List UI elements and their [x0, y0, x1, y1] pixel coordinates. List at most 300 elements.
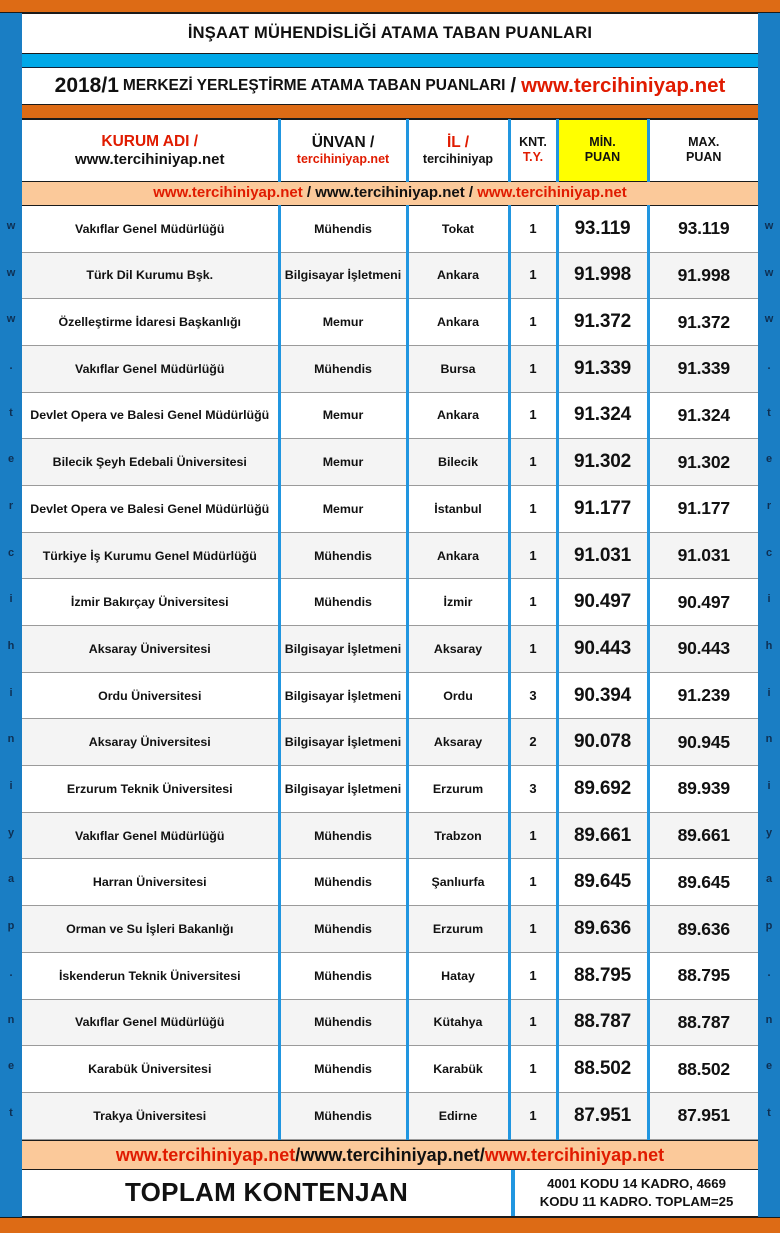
cell-min-puan [557, 205, 648, 252]
cell-il [407, 345, 509, 392]
cell-il [407, 579, 509, 626]
cell-unvan-text: Mühendis [314, 875, 372, 890]
footer-watermark-part-1: www.tercihiniyap.net [115, 1144, 296, 1165]
cell-il-text: İzmir [443, 595, 473, 610]
cell-il [407, 672, 509, 719]
cell-kontenjan-text: 1 [529, 500, 537, 516]
col-header-min-puan [557, 119, 648, 181]
cell-min-puan-text: 93.119 [574, 217, 631, 239]
table-row [22, 1092, 758, 1139]
col-header-min-bottom: PUAN [584, 150, 621, 165]
table-row [22, 952, 758, 999]
cell-min-puan-text: 91.177 [574, 497, 631, 519]
cell-min-puan [557, 439, 648, 486]
cell-kurum-text: Vakıflar Genel Müdürlüğü [75, 361, 225, 376]
cell-unvan [279, 532, 407, 579]
cell-kontenjan [509, 766, 557, 813]
table-row [22, 252, 758, 299]
scores-table [22, 119, 758, 1140]
cell-il [407, 299, 509, 346]
cell-unvan-text: Memur [322, 455, 364, 470]
cell-unvan [279, 205, 407, 252]
table-row [22, 205, 758, 252]
rail-letter: r [766, 499, 772, 512]
cell-kontenjan [509, 299, 557, 346]
rail-letter: y [7, 826, 15, 839]
cell-kontenjan [509, 999, 557, 1046]
cell-max-puan [648, 999, 758, 1046]
col-header-knt-top: KNT. [519, 135, 547, 150]
cell-max-puan-text: 88.502 [677, 1058, 730, 1079]
col-header-il [407, 119, 509, 181]
watermark-part-1: www.tercihiniyap.net [153, 184, 303, 202]
cell-kurum [22, 392, 279, 439]
cell-unvan [279, 999, 407, 1046]
cell-max-puan-text: 90.945 [677, 731, 730, 752]
cell-min-puan [557, 672, 648, 719]
col-header-max-top: MAX. [688, 135, 720, 150]
cell-min-puan [557, 1046, 648, 1093]
rail-letter: n [7, 733, 15, 746]
cell-unvan-text: Mühendis [314, 221, 372, 236]
cell-kontenjan-text: 1 [529, 921, 537, 936]
cell-min-puan-text: 90.443 [574, 637, 631, 659]
cell-kontenjan [509, 626, 557, 673]
rail-letter: r [8, 499, 14, 512]
cell-kontenjan [509, 859, 557, 906]
cell-il-text: Edirne [438, 1108, 478, 1123]
cell-max-puan [648, 392, 758, 439]
cell-min-puan [557, 299, 648, 346]
cell-il [407, 766, 509, 813]
rail-letter: t [767, 1106, 771, 1119]
cell-kontenjan-text: 1 [529, 314, 537, 330]
rail-letter: w [6, 219, 16, 232]
cell-il-text: Karabük [433, 1062, 483, 1077]
cell-kurum [22, 812, 279, 859]
header-watermark-cell [22, 181, 758, 205]
col-header-kurum [22, 119, 279, 181]
cell-kontenjan-text: 1 [529, 967, 537, 983]
cell-min-puan-text: 88.795 [574, 964, 631, 986]
rail-letter: i [767, 780, 771, 793]
cell-unvan [279, 1092, 407, 1139]
cell-il [407, 252, 509, 299]
table-row [22, 766, 758, 813]
col-header-il-bottom: tercihiniyap [422, 151, 494, 166]
cell-max-puan [648, 812, 758, 859]
cell-unvan [279, 812, 407, 859]
cell-il-text: Ankara [436, 408, 479, 423]
cell-max-puan [648, 299, 758, 346]
rail-letter: . [767, 966, 771, 979]
rail-letter: i [767, 593, 771, 606]
left-watermark-rail [0, 13, 22, 1217]
cell-kontenjan [509, 345, 557, 392]
cell-kurum [22, 205, 279, 252]
col-header-knt-bottom: T.Y. [522, 150, 544, 165]
cell-max-puan [648, 719, 758, 766]
cell-kurum [22, 906, 279, 953]
cell-il-text: Ordu [443, 688, 473, 703]
cell-kurum [22, 719, 279, 766]
cell-kontenjan [509, 392, 557, 439]
total-line-1: 4001 KODU 14 KADRO, 4669 [547, 1176, 726, 1192]
table-row [22, 626, 758, 673]
cell-min-puan-text: 90.078 [574, 731, 631, 753]
cell-il-text: Tokat [441, 221, 475, 236]
cell-il-text: Bilecik [438, 455, 478, 470]
cell-min-puan-text: 90.394 [574, 684, 631, 706]
col-header-unvan-top: ÜNVAN / [311, 133, 375, 151]
cell-kurum-text: Devlet Opera ve Balesi Genel Müdürlüğü [30, 408, 270, 423]
footer-watermark-row [22, 1140, 758, 1170]
cell-kontenjan-text: 1 [529, 407, 537, 423]
rail-letter: y [765, 826, 773, 839]
table-row [22, 906, 758, 953]
cell-min-puan [557, 812, 648, 859]
cell-max-puan-text: 87.951 [677, 1105, 730, 1126]
cell-il [407, 999, 509, 1046]
total-value-cell [515, 1170, 758, 1216]
cell-max-puan-text: 89.636 [677, 918, 730, 939]
footer-watermark-part-3: www.tercihiniyap.net [484, 1144, 665, 1165]
table-row [22, 485, 758, 532]
rail-letter: n [765, 733, 773, 746]
cell-unvan-text: Bilgisayar İşletmeni [284, 781, 402, 796]
cyan-divider [22, 54, 758, 68]
table-row [22, 299, 758, 346]
cell-max-puan [648, 952, 758, 999]
cell-min-puan [557, 252, 648, 299]
cell-il-text: Erzurum [432, 781, 484, 796]
cell-min-puan [557, 859, 648, 906]
table-body [22, 205, 758, 1139]
cell-unvan [279, 299, 407, 346]
cell-kontenjan-text: 1 [529, 1107, 537, 1123]
col-header-min-top: MİN. [589, 135, 616, 150]
rail-letter: w [6, 313, 16, 326]
cell-unvan-text: Mühendis [314, 828, 372, 843]
cell-kontenjan-text: 1 [529, 640, 537, 656]
cell-il-text: Aksaray [433, 641, 483, 656]
cell-kurum-text: Vakıflar Genel Müdürlüğü [75, 221, 225, 236]
rail-letter: t [767, 406, 771, 419]
cell-unvan-text: Memur [322, 408, 364, 423]
total-row [22, 1170, 758, 1217]
cell-kontenjan [509, 906, 557, 953]
rail-letter: w [764, 266, 774, 279]
cell-kurum-text: Ordu Üniversitesi [98, 688, 202, 703]
cell-il [407, 1046, 509, 1093]
cell-kurum-text: Aksaray Üniversitesi [88, 735, 211, 750]
cell-max-puan [648, 205, 758, 252]
cell-unvan-text: Mühendis [314, 361, 372, 376]
subtitle-bar [22, 68, 758, 105]
table-row [22, 345, 758, 392]
cell-il [407, 626, 509, 673]
table-row [22, 812, 758, 859]
cell-kontenjan-text: 1 [529, 547, 537, 563]
cell-min-puan [557, 719, 648, 766]
rail-letters-right [758, 203, 780, 1217]
cell-il [407, 439, 509, 486]
cell-il [407, 812, 509, 859]
cell-min-puan [557, 392, 648, 439]
rail-letter: e [765, 453, 773, 466]
cell-kontenjan-text: 1 [529, 827, 537, 843]
rail-letter: p [7, 920, 15, 933]
cell-max-puan [648, 345, 758, 392]
table-row [22, 532, 758, 579]
total-label-text: TOPLAM KONTENJAN [124, 1177, 409, 1208]
cell-kontenjan-text: 3 [529, 780, 537, 796]
cell-min-puan-text: 91.031 [574, 544, 631, 566]
cell-min-puan-text: 87.951 [574, 1104, 631, 1126]
cell-min-puan [557, 906, 648, 953]
cell-unvan-text: Memur [322, 501, 364, 516]
cell-il-text: Erzurum [432, 922, 484, 936]
cell-max-puan [648, 252, 758, 299]
cell-il [407, 532, 509, 579]
cell-max-puan-text: 93.119 [678, 218, 730, 239]
cell-max-puan [648, 485, 758, 532]
cell-kontenjan-text: 1 [529, 220, 537, 236]
rail-letter: h [7, 640, 15, 653]
cell-max-puan-text: 89.661 [677, 825, 730, 846]
cell-min-puan-text: 91.324 [574, 404, 631, 426]
rail-letter: . [9, 966, 13, 979]
cell-kontenjan [509, 952, 557, 999]
cell-min-puan [557, 532, 648, 579]
cell-unvan-text: Memur [322, 315, 364, 330]
cell-kontenjan [509, 812, 557, 859]
rail-letter: w [6, 266, 16, 279]
table-row [22, 1046, 758, 1093]
cell-kontenjan-text: 1 [529, 1061, 537, 1077]
cell-il [407, 719, 509, 766]
cell-kontenjan [509, 1046, 557, 1093]
cell-kurum-text: Türkiye İş Kurumu Genel Müdürlüğü [42, 548, 257, 563]
page-title: İNŞAAT MÜHENDİSLİĞİ ATAMA TABAN PUANLARI [187, 24, 593, 43]
subtitle-url: www.tercihiniyap.net [521, 74, 726, 97]
cell-kontenjan-text: 1 [529, 594, 537, 610]
cell-min-puan-text: 91.339 [574, 357, 631, 379]
cell-kurum-text: İskenderun Teknik Üniversitesi [58, 968, 241, 983]
cell-kontenjan-text: 3 [529, 687, 537, 703]
cell-il-text: Şanlıurfa [431, 875, 485, 890]
rail-letter: e [765, 1060, 773, 1073]
cell-unvan [279, 485, 407, 532]
cell-il-text: Trabzon [434, 828, 482, 843]
cell-max-puan [648, 859, 758, 906]
subtitle-separator: / [510, 74, 517, 97]
rail-letter: i [9, 780, 13, 793]
cell-max-puan [648, 1092, 758, 1139]
rail-letter: e [7, 1060, 15, 1073]
rail-letter: e [7, 453, 15, 466]
table-row [22, 439, 758, 486]
cell-kurum-text: Bilecik Şeyh Edebali Üniversitesi [52, 455, 247, 470]
cell-max-puan-text: 91.239 [677, 685, 730, 706]
watermark-sep-2: / [464, 184, 478, 202]
cell-kurum [22, 952, 279, 999]
cell-min-puan-text: 90.497 [574, 591, 631, 613]
cell-il-text: Aksaray [433, 735, 483, 750]
rail-letter: c [765, 546, 773, 559]
cell-min-puan-text: 89.636 [574, 918, 631, 939]
cell-max-puan [648, 906, 758, 953]
rail-letter: i [767, 686, 771, 699]
cell-unvan [279, 766, 407, 813]
cell-il-text: Ankara [436, 315, 479, 330]
watermark-sep-1: / [302, 184, 316, 202]
col-header-max-bottom: PUAN [686, 150, 722, 165]
cell-il-text: Ankara [436, 548, 479, 563]
cell-unvan-text: Mühendis [314, 1108, 372, 1123]
cell-il [407, 1092, 509, 1139]
table-row [22, 719, 758, 766]
rail-letter: . [767, 359, 771, 372]
cell-il [407, 952, 509, 999]
cell-max-puan [648, 766, 758, 813]
cell-unvan [279, 392, 407, 439]
rail-letter: n [765, 1013, 773, 1026]
rail-letter: a [765, 873, 773, 886]
subtitle-middle: MERKEZİ YERLEŞTİRME ATAMA TABAN PUANLARI [122, 77, 506, 94]
cell-unvan-text: Bilgisayar İşletmeni [284, 688, 402, 703]
cell-il-text: Kütahya [433, 1015, 483, 1030]
cell-min-puan-text: 88.787 [574, 1011, 631, 1033]
cell-kontenjan [509, 672, 557, 719]
cell-kontenjan [509, 532, 557, 579]
cell-kurum-text: Vakıflar Genel Müdürlüğü [75, 828, 225, 843]
cell-kontenjan-text: 1 [529, 360, 537, 376]
cell-kontenjan-text: 1 [529, 874, 537, 890]
orange-divider-band [22, 105, 758, 119]
table-row [22, 392, 758, 439]
cell-max-puan [648, 672, 758, 719]
cell-kurum-text: Orman ve Su İşleri Bakanlığı [66, 922, 234, 936]
main-title-bar [22, 13, 758, 54]
cell-max-puan [648, 579, 758, 626]
bottom-orange-strip [0, 1217, 780, 1233]
rail-letter: p [765, 920, 773, 933]
cell-il [407, 392, 509, 439]
cell-kontenjan [509, 252, 557, 299]
cell-kurum [22, 766, 279, 813]
cell-min-puan [557, 1092, 648, 1139]
cell-kurum-text: Trakya Üniversitesi [93, 1108, 207, 1123]
cell-kurum [22, 1092, 279, 1139]
cell-min-puan-text: 88.502 [574, 1058, 631, 1080]
cell-il [407, 906, 509, 953]
rail-letter: i [9, 593, 13, 606]
top-orange-strip [0, 0, 780, 13]
rail-letter: t [9, 1106, 13, 1119]
cell-min-puan [557, 999, 648, 1046]
cell-max-puan-text: 89.645 [677, 871, 730, 892]
cell-unvan-text: Mühendis [314, 968, 372, 983]
rail-letter: n [7, 1013, 15, 1026]
cell-unvan [279, 952, 407, 999]
rail-letter: h [765, 640, 773, 653]
cell-kontenjan [509, 439, 557, 486]
rail-letter: a [7, 873, 15, 886]
cell-max-puan-text: 91.031 [677, 545, 730, 565]
cell-kurum [22, 579, 279, 626]
cell-kurum [22, 252, 279, 299]
cell-unvan [279, 345, 407, 392]
cell-min-puan-text: 89.661 [574, 824, 631, 846]
cell-unvan [279, 1046, 407, 1093]
total-label-cell [22, 1170, 515, 1216]
cell-min-puan [557, 952, 648, 999]
cell-kontenjan [509, 485, 557, 532]
col-header-kurum-bottom: www.tercihiniyap.net [75, 150, 225, 168]
cell-kurum [22, 345, 279, 392]
cell-min-puan [557, 579, 648, 626]
cell-kurum-text: Özelleştirme İdaresi Başkanlığı [58, 315, 241, 330]
cell-il [407, 859, 509, 906]
cell-max-puan-text: 91.998 [677, 264, 730, 285]
col-header-kurum-top: KURUM ADI / [101, 132, 199, 150]
cell-kurum-text: Karabük Üniversitesi [88, 1062, 212, 1077]
cell-max-puan-text: 88.795 [677, 965, 730, 986]
cell-kurum-text: Harran Üniversitesi [92, 875, 207, 890]
rail-letter: t [9, 406, 13, 419]
cell-min-puan [557, 345, 648, 392]
cell-kurum-text: Aksaray Üniversitesi [88, 641, 211, 656]
watermark-part-3: www.tercihiniyap.net [477, 184, 627, 202]
table-header-row [22, 119, 758, 181]
cell-kurum-text: Türk Dil Kurumu Bşk. [86, 268, 214, 283]
col-header-unvan-bottom: tercihiniyap.net [296, 151, 390, 166]
cell-il-text: Hatay [441, 968, 475, 983]
cell-unvan [279, 719, 407, 766]
cell-il [407, 485, 509, 532]
cell-kontenjan [509, 205, 557, 252]
col-header-max-puan [648, 119, 758, 181]
cell-max-puan [648, 532, 758, 579]
cell-unvan [279, 252, 407, 299]
cell-min-puan [557, 626, 648, 673]
cell-il [407, 205, 509, 252]
cell-unvan-text: Bilgisayar İşletmeni [284, 735, 402, 750]
rail-letter: . [9, 359, 13, 372]
cell-kurum [22, 672, 279, 719]
cell-min-puan-text: 91.302 [574, 451, 631, 473]
cell-max-puan-text: 90.443 [677, 638, 730, 659]
cell-min-puan-text: 91.998 [574, 264, 631, 286]
rail-letter: w [764, 219, 774, 232]
table-row [22, 859, 758, 906]
cell-unvan-text: Mühendis [314, 548, 372, 563]
cell-unvan [279, 672, 407, 719]
footer-watermark-sep-2: / [479, 1144, 485, 1165]
cell-max-puan-text: 90.497 [677, 591, 730, 612]
cell-kurum [22, 1046, 279, 1093]
cell-kontenjan [509, 1092, 557, 1139]
cell-max-puan-text: 91.339 [677, 358, 730, 379]
subtitle-year: 2018/1 [54, 74, 119, 97]
cell-unvan [279, 906, 407, 953]
cell-il-text: Ankara [436, 268, 479, 283]
cell-unvan [279, 626, 407, 673]
rail-letters-left [0, 203, 22, 1217]
cell-max-puan-text: 89.939 [677, 778, 730, 799]
cell-max-puan-text: 88.787 [677, 1011, 730, 1032]
